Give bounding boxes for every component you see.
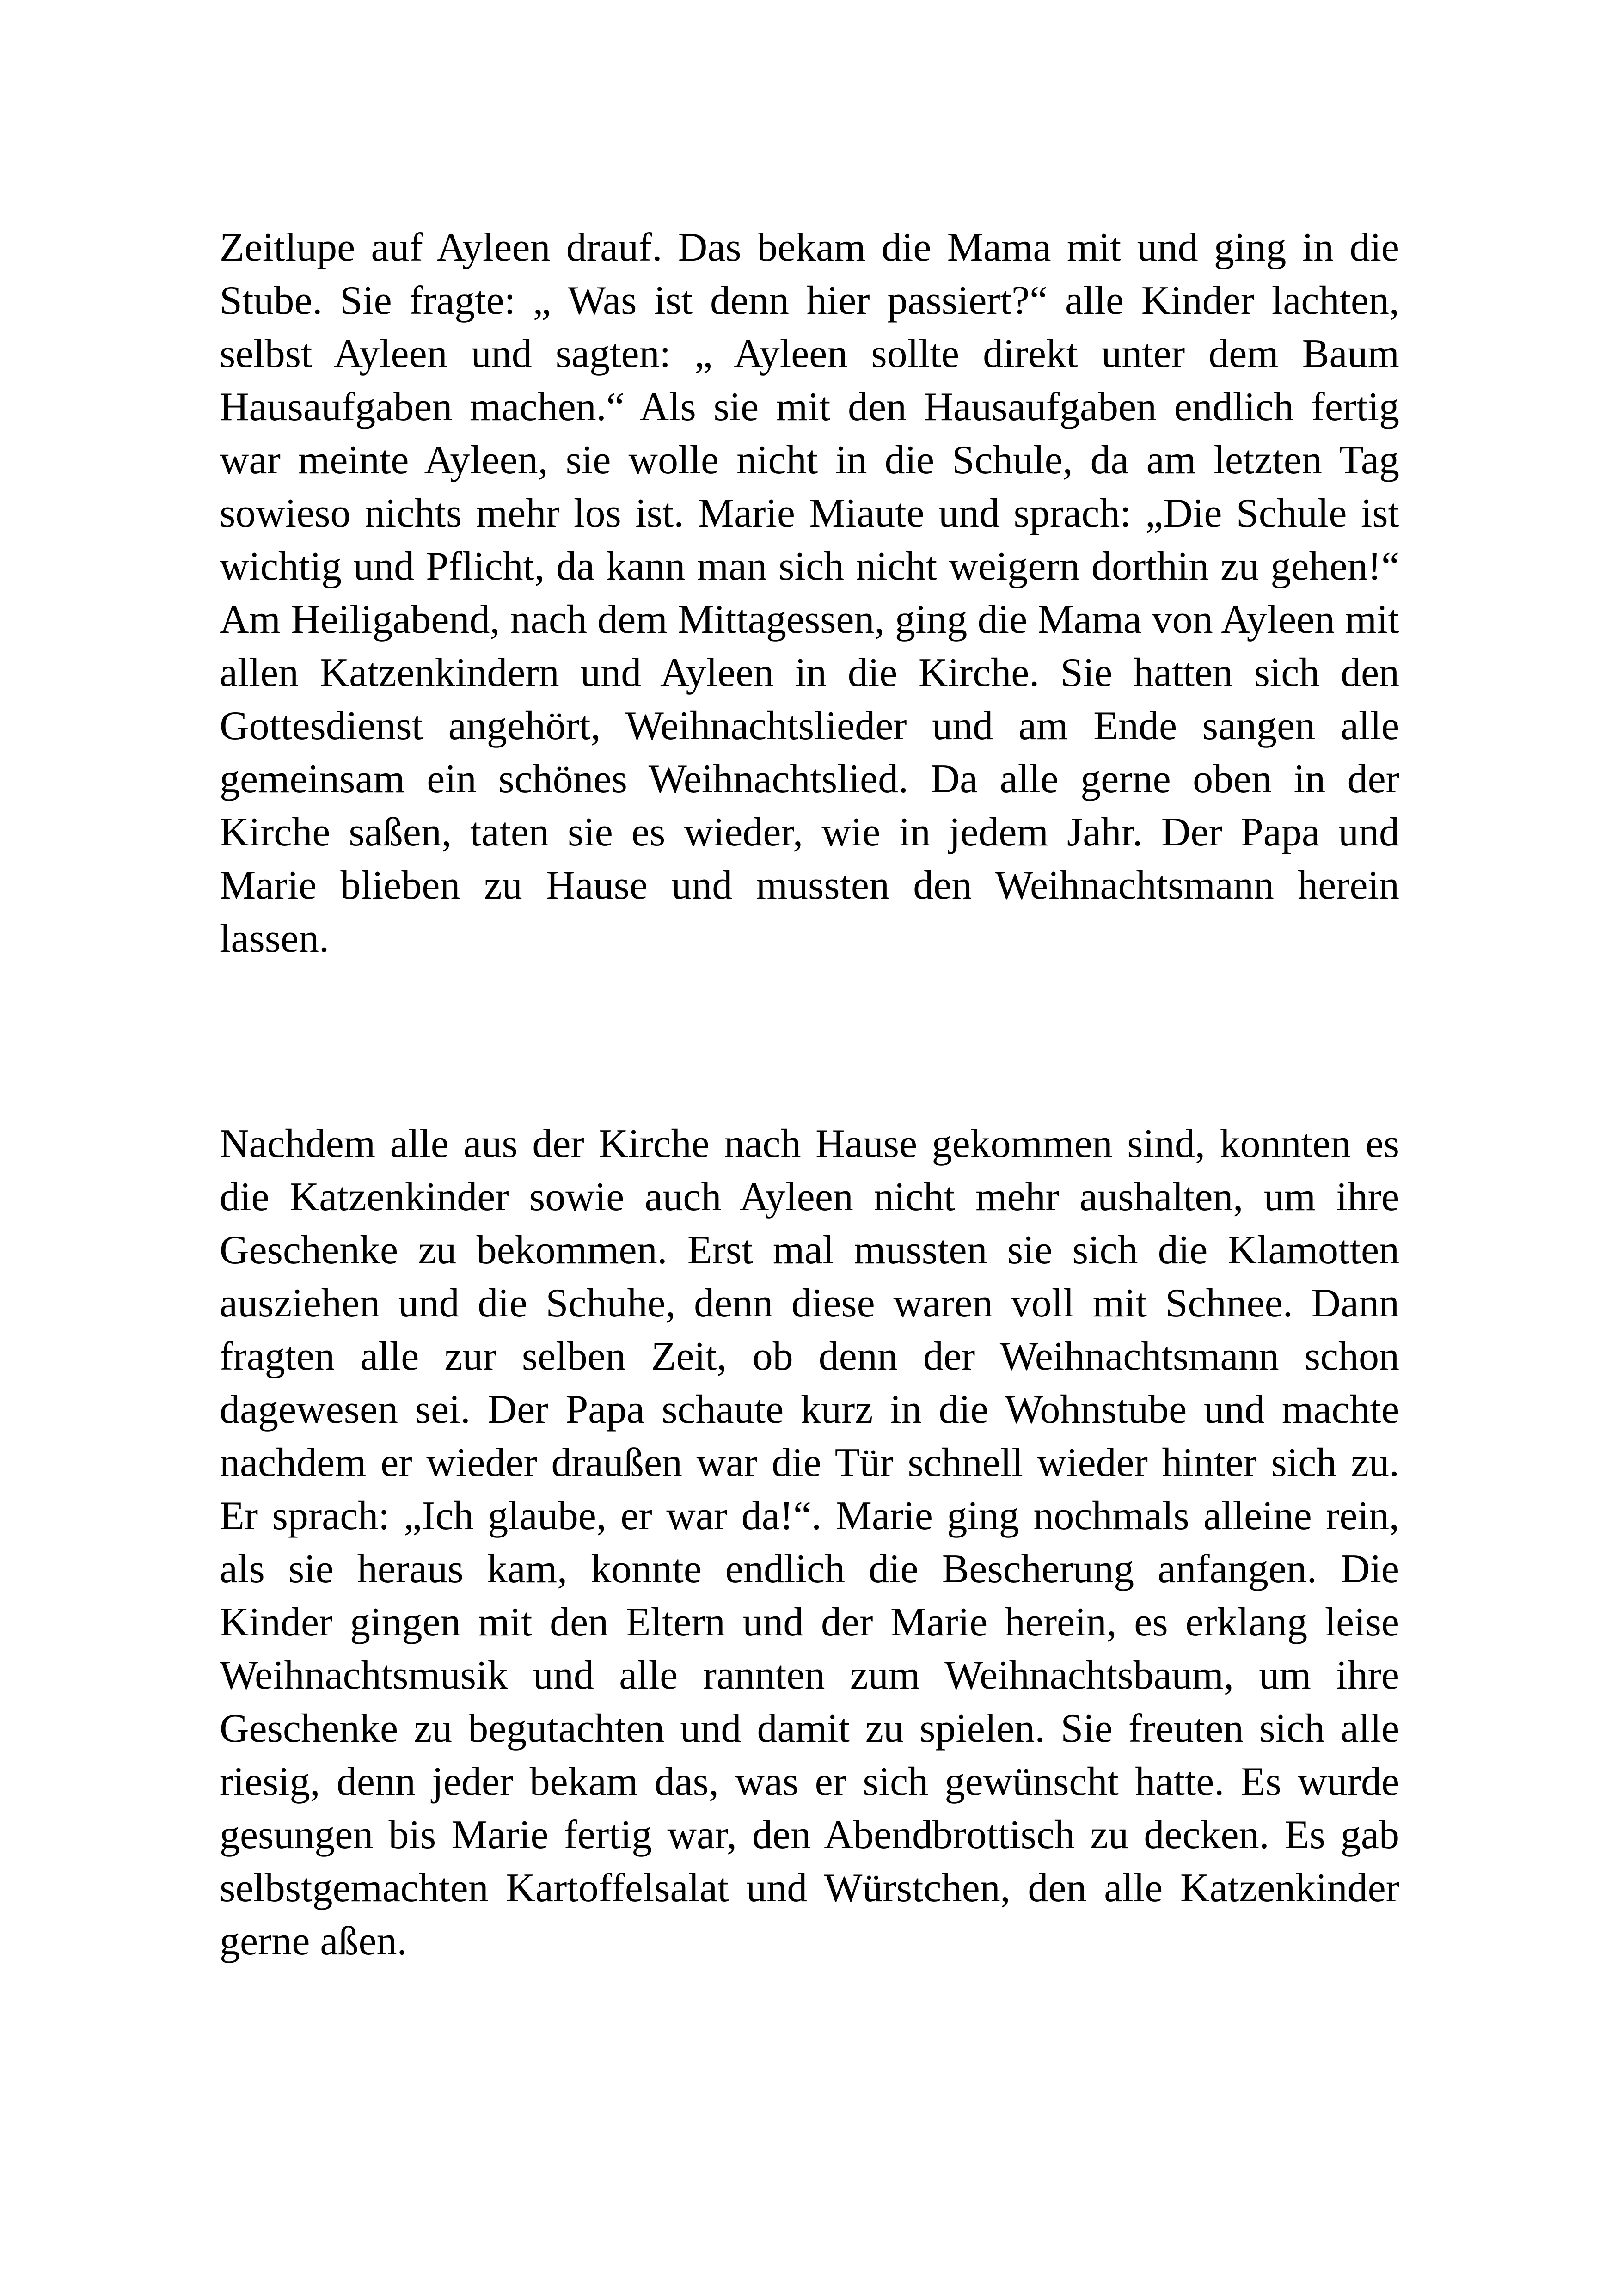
paragraph-2 [220, 1117, 1399, 1968]
paragraph-1 [220, 221, 1399, 965]
paragraph-text: Nachdem alle aus der Kirche nach Hause gekommen sind, konnten es die Katzenkinder sowie auch Ayleen nicht mehr aushalten, um ihre Geschenke zu bekommen. Erst mal mussten sie sich die Klamotten ausziehen und die Schuhe, denn diese waren voll mit Schnee. Dann fragten alle zur selben Zeit, ob denn der Weihnachtsmann schon dagewesen sei. Der Papa schaute kurz in die Wohnstube und machte nachdem er wieder draußen war die Tür schnell wieder hinter sich zu. Er sprach: „Ich glaube, er war da!“. Marie ging nochmals alleine rein, als sie heraus kam, konnte endlich die Bescherung anfangen. Die Kinder gingen mit den Eltern und der Marie herein, es erklang leise Weihnachtsmusik und alle rannten zum Weihnachtsbaum, um ihre Geschenke zu begutachten und damit zu spielen. Sie freuten sich alle riesig, denn jeder bekam das, was er sich gewünscht hatte. Es wurde gesungen bis Marie fertig war, den Abendbrottisch zu decken. Es gab selbstgemachten Kartoffelsalat und Würstchen, den alle Katzenkinder gerne aßen. [220, 1121, 1399, 1964]
paragraph-text: Zeitlupe auf Ayleen drauf. Das bekam die Mama mit und ging in die Stube. Sie fragte: „ Was ist denn hier passiert?“ alle Kinder lachten, selbst Ayleen und sagten: „ Ayleen sollte direkt unter dem Baum Hausaufgaben machen.“ Als sie mit den Hausaufgaben endlich fertig war meinte Ayleen, sie wolle nicht in die Schule, da am letzten Tag sowieso nichts mehr los ist. Marie Miaute und sprach: „Die Schule ist wichtig und Pflicht, da kann man sich nicht weigern dorthin zu gehen!“ Am Heiligabend, nach dem Mittagessen, ging die Mama von Ayleen mit allen Katzenkindern und Ayleen in die Kirche. Sie hatten sich den Gottesdienst angehört, Weihnachtslieder und am Ende sangen alle gemeinsam ein schönes Weihnachtslied. Da alle gerne oben in der Kirche saßen, taten sie es wieder, wie in jedem Jahr. Der Papa und Marie blieben zu Hause und mussten den Weihnachtsmann herein lassen. [220, 225, 1399, 961]
